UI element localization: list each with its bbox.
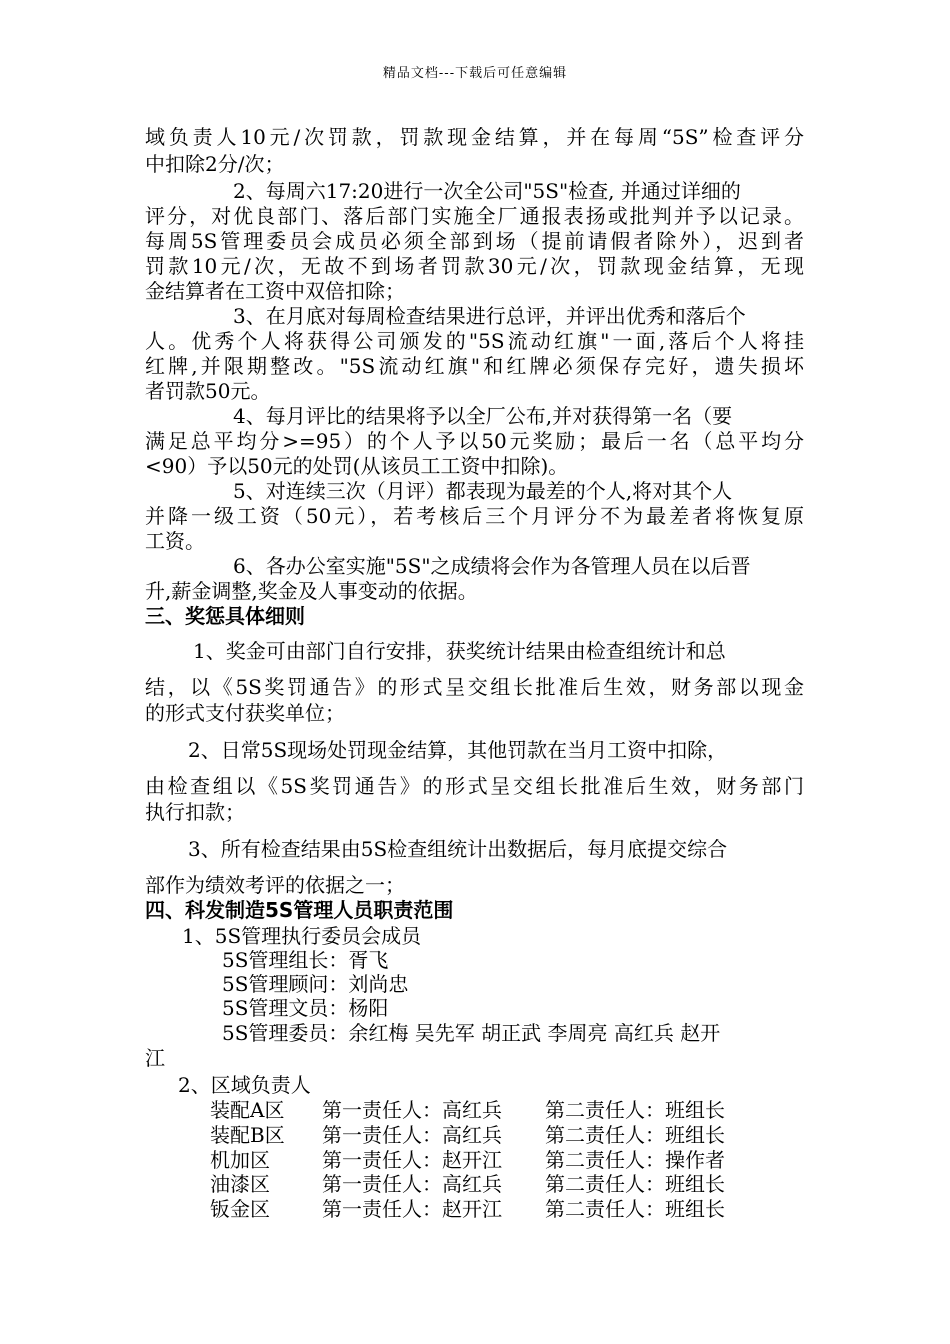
area-name: 装配B区	[210, 1123, 285, 1147]
area-name: 油漆区	[210, 1172, 270, 1196]
text-line: 2、区域负责人	[178, 1073, 311, 1097]
second-responsible: 第二责任人：班组长	[545, 1098, 725, 1122]
text-line: 5S管理委员：余红梅 吴先军 胡正武 李周亮 高红兵 赵开	[222, 1021, 721, 1045]
text-line: 者罚款50元。	[145, 379, 271, 403]
first-responsible: 第一责任人：赵开江	[322, 1197, 502, 1221]
text-line: 江	[145, 1046, 165, 1070]
text-line: 红牌,并限期整改。"5S流动红旗"和红牌必须保存完好，遗失损坏	[145, 354, 804, 378]
second-responsible: 第二责任人：班组长	[545, 1197, 725, 1221]
first-responsible: 第一责任人：高红兵	[322, 1172, 502, 1196]
text-line: 金结算者在工资中双倍扣除；	[145, 279, 405, 303]
text-line: 4、每月评比的结果将予以全厂公布,并对获得第一名（要	[233, 404, 733, 428]
text-line: 结，以《5S奖罚通告》的形式呈交组长批准后生效，财务部以现金	[145, 675, 804, 699]
second-responsible: 第二责任人：班组长	[545, 1172, 725, 1196]
text-line: 5S管理顾问：刘尚忠	[222, 972, 409, 996]
area-name: 机加区	[210, 1148, 270, 1172]
text-line: 域负责人10元/次罚款，罚款现金结算，并在每周“5S”检查评分	[145, 125, 804, 149]
second-responsible: 第二责任人：班组长	[545, 1123, 725, 1147]
section-heading: 四、科发制造5S管理人员职责范围	[145, 898, 454, 922]
second-responsible: 第二责任人：操作者	[545, 1148, 725, 1172]
text-line: 1、奖金可由部门自行安排，获奖统计结果由检查组统计和总	[193, 639, 726, 663]
text-line: 部作为绩效考评的依据之一；	[145, 873, 405, 897]
text-line: 5S管理组长：胥飞	[222, 948, 389, 972]
text-line: 人。优秀个人将获得公司颁发的"5S流动红旗"一面,落后个人将挂	[145, 329, 804, 353]
text-line: 3、在月底对每周检查结果进行总评，并评出优秀和落后个	[233, 304, 746, 328]
text-line: 升,薪金调整,奖金及人事变动的依据。	[145, 579, 478, 603]
text-line: 每周5S管理委员会成员必须全部到场（提前请假者除外），迟到者	[145, 229, 804, 253]
text-line: <90）予以50元的处罚(从该员工工资中扣除)。	[145, 454, 569, 478]
text-line: 并降一级工资（50元），若考核后三个月评分不为最差者将恢复原	[145, 504, 804, 528]
first-responsible: 第一责任人：高红兵	[322, 1123, 502, 1147]
text-line: 1、5S管理执行委员会成员	[182, 924, 422, 948]
text-line: 工资。	[145, 529, 205, 553]
text-line: 中扣除2分/次；	[145, 152, 285, 176]
text-line: 5S管理文员：杨阳	[222, 996, 389, 1020]
text-line: 满足总平均分>=95）的个人予以50元奖励；最后一名（总平均分	[145, 429, 804, 453]
first-responsible: 第一责任人：赵开江	[322, 1148, 502, 1172]
text-line: 2、每周六17:20进行一次全公司"5S"检查, 并通过详细的	[233, 179, 741, 203]
text-line: 3、所有检查结果由5S检查组统计出数据后，每月底提交综合	[188, 837, 728, 861]
text-line: 评分，对优良部门、落后部门实施全厂通报表扬或批判并予以记录。	[145, 204, 804, 228]
text-line: 罚款10元/次，无故不到场者罚款30元/次，罚款现金结算，无现	[145, 254, 804, 278]
text-line: 的形式支付获奖单位；	[145, 701, 345, 725]
area-name: 钣金区	[210, 1197, 270, 1221]
text-line: 6、各办公室实施"5S"之成绩将会作为各管理人员在以后晋	[233, 554, 751, 578]
text-line: 由检查组以《5S奖罚通告》的形式呈交组长批准后生效，财务部门	[145, 774, 804, 798]
area-name: 装配A区	[210, 1098, 285, 1122]
section-heading: 三、奖惩具体细则	[145, 604, 305, 628]
page-header: 精品文档---下载后可任意编辑	[382, 66, 568, 81]
text-line: 2、日常5S现场处罚现金结算，其他罚款在当月工资中扣除，	[188, 738, 728, 762]
first-responsible: 第一责任人：高红兵	[322, 1098, 502, 1122]
text-line: 5、对连续三次（月评）都表现为最差的个人,将对其个人	[233, 479, 733, 503]
text-line: 执行扣款；	[145, 800, 245, 824]
